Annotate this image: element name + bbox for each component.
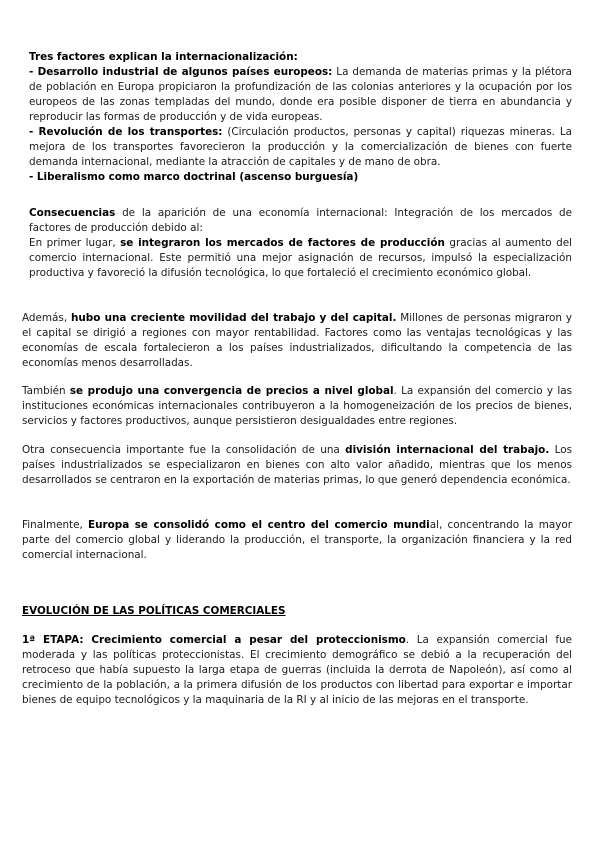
factor-transport <box>29 125 572 170</box>
paragraph-europe <box>22 518 572 563</box>
paragraph-prices <box>22 384 572 429</box>
consequences-first-bold: se integraron los mercados de factores de producción <box>120 237 445 249</box>
consequences-title: Consecuencias <box>29 207 116 219</box>
factor-transport-title: - Revolución de los transportes: <box>29 126 223 138</box>
mobility-bold: hubo una creciente movilidad del trabajo y del capital. <box>71 312 397 324</box>
paragraph-stage-1 <box>22 633 572 708</box>
prices-text: . La expansión del comercio y las instituciones económicas internacionales contribuyeron a la homogeneización de los precios de bienes, servicios y factores productivos, aunque persistieron desigualdades entre regiones. <box>22 385 572 427</box>
consequences-intro-text: de la aparición de una economía internacional: Integración de los mercados de factores de producción debido al: <box>29 207 572 234</box>
factor-industrial-title: - Desarrollo industrial de algunos países europeos: <box>29 66 333 78</box>
factors-heading: Tres factores explican la internacionalización: <box>29 51 298 63</box>
mobility-text: Millones de personas migraron y el capital se dirigió a regiones con mayor rentabilidad. Factores como las ventajas tecnológicas y las economías de escala fortalecieron a los países industrializados, dificultando la competencia de las economías menos desarrolladas. <box>22 312 573 369</box>
consequences-first-pre: En primer lugar, <box>29 237 121 249</box>
division-pre: Otra consecuencia importante fue la consolidación de una <box>22 444 346 456</box>
section-heading-commercial-policies: EVOLUCIÓN DE LAS POLÍTICAS COMERCIALES <box>22 605 286 617</box>
europe-pre: Finalmente, <box>22 519 89 531</box>
stage-1-text: . La expansión comercial fue moderada y las políticas proteccionistas. El crecimiento demográfico se debió a la recuperación del retroceso que había supuesto la larga etapa de guerras (incluida la derrota de Napoleón), así como al crecimiento de la población, a la primera difusión de los productos con libertad para exportar e importar bienes de equipo tecnológicos y la maquinaria de la RI y al inicio de las mejoras en el transporte. <box>22 634 572 706</box>
factor-industrial-text: La demanda de materias primas y la plétora de población en Europa propiciaron la profundización de las colonias anteriores y la ocupación por los europeos de las zonas templadas del mundo, donde era posible disponer de tierra en abundancia y reproducir las formas de producción y de vida europeas. <box>29 66 573 123</box>
prices-pre: También <box>22 385 70 397</box>
factor-liberalism: - Liberalismo como marco doctrinal (ascenso burguesía) <box>29 171 359 183</box>
division-text: Los países industrializados se especializaron en bienes con alto valor añadido, mientras que los menos desarrollados se centraron en la exportación de materias primas, lo que generó dependencia económica. <box>22 444 572 486</box>
consequences-block <box>29 206 572 281</box>
consequences-first <box>29 236 572 281</box>
factors-block <box>29 50 572 185</box>
stage-1-title: 1ª ETAPA: Crecimiento comercial a pesar del proteccionismo <box>22 634 406 646</box>
prices-bold: se produjo una convergencia de precios a nivel global <box>69 385 394 397</box>
mobility-pre: Además, <box>22 312 72 324</box>
factor-transport-text: (Circulación productos, personas y capital) riquezas mineras. La mejora de los transportes favorecieron la producción y la comercialización de bienes con fuerte demanda internacional, mediante la atracción de capitales y de mano de obra. <box>29 126 572 168</box>
division-bold: división internacional del trabajo. <box>345 444 550 456</box>
paragraph-mobility <box>22 311 572 371</box>
paragraph-division <box>22 443 572 488</box>
europe-bold: Europa se consolidó como el centro del comercio mundi <box>88 519 430 531</box>
factor-industrial <box>29 65 572 125</box>
consequences-first-text: gracias al aumento del comercio internacional. Este permitió una mejor asignación de recursos, impulsó la especialización productiva y favoreció la difusión tecnológica, lo que fortaleció el crecimiento económico global. <box>29 237 572 279</box>
consequences-intro <box>29 206 572 236</box>
europe-text: al, concentrando la mayor parte del comercio global y liderando la producción, el transporte, la organización financiera y la red comercial internacional. <box>22 519 572 561</box>
